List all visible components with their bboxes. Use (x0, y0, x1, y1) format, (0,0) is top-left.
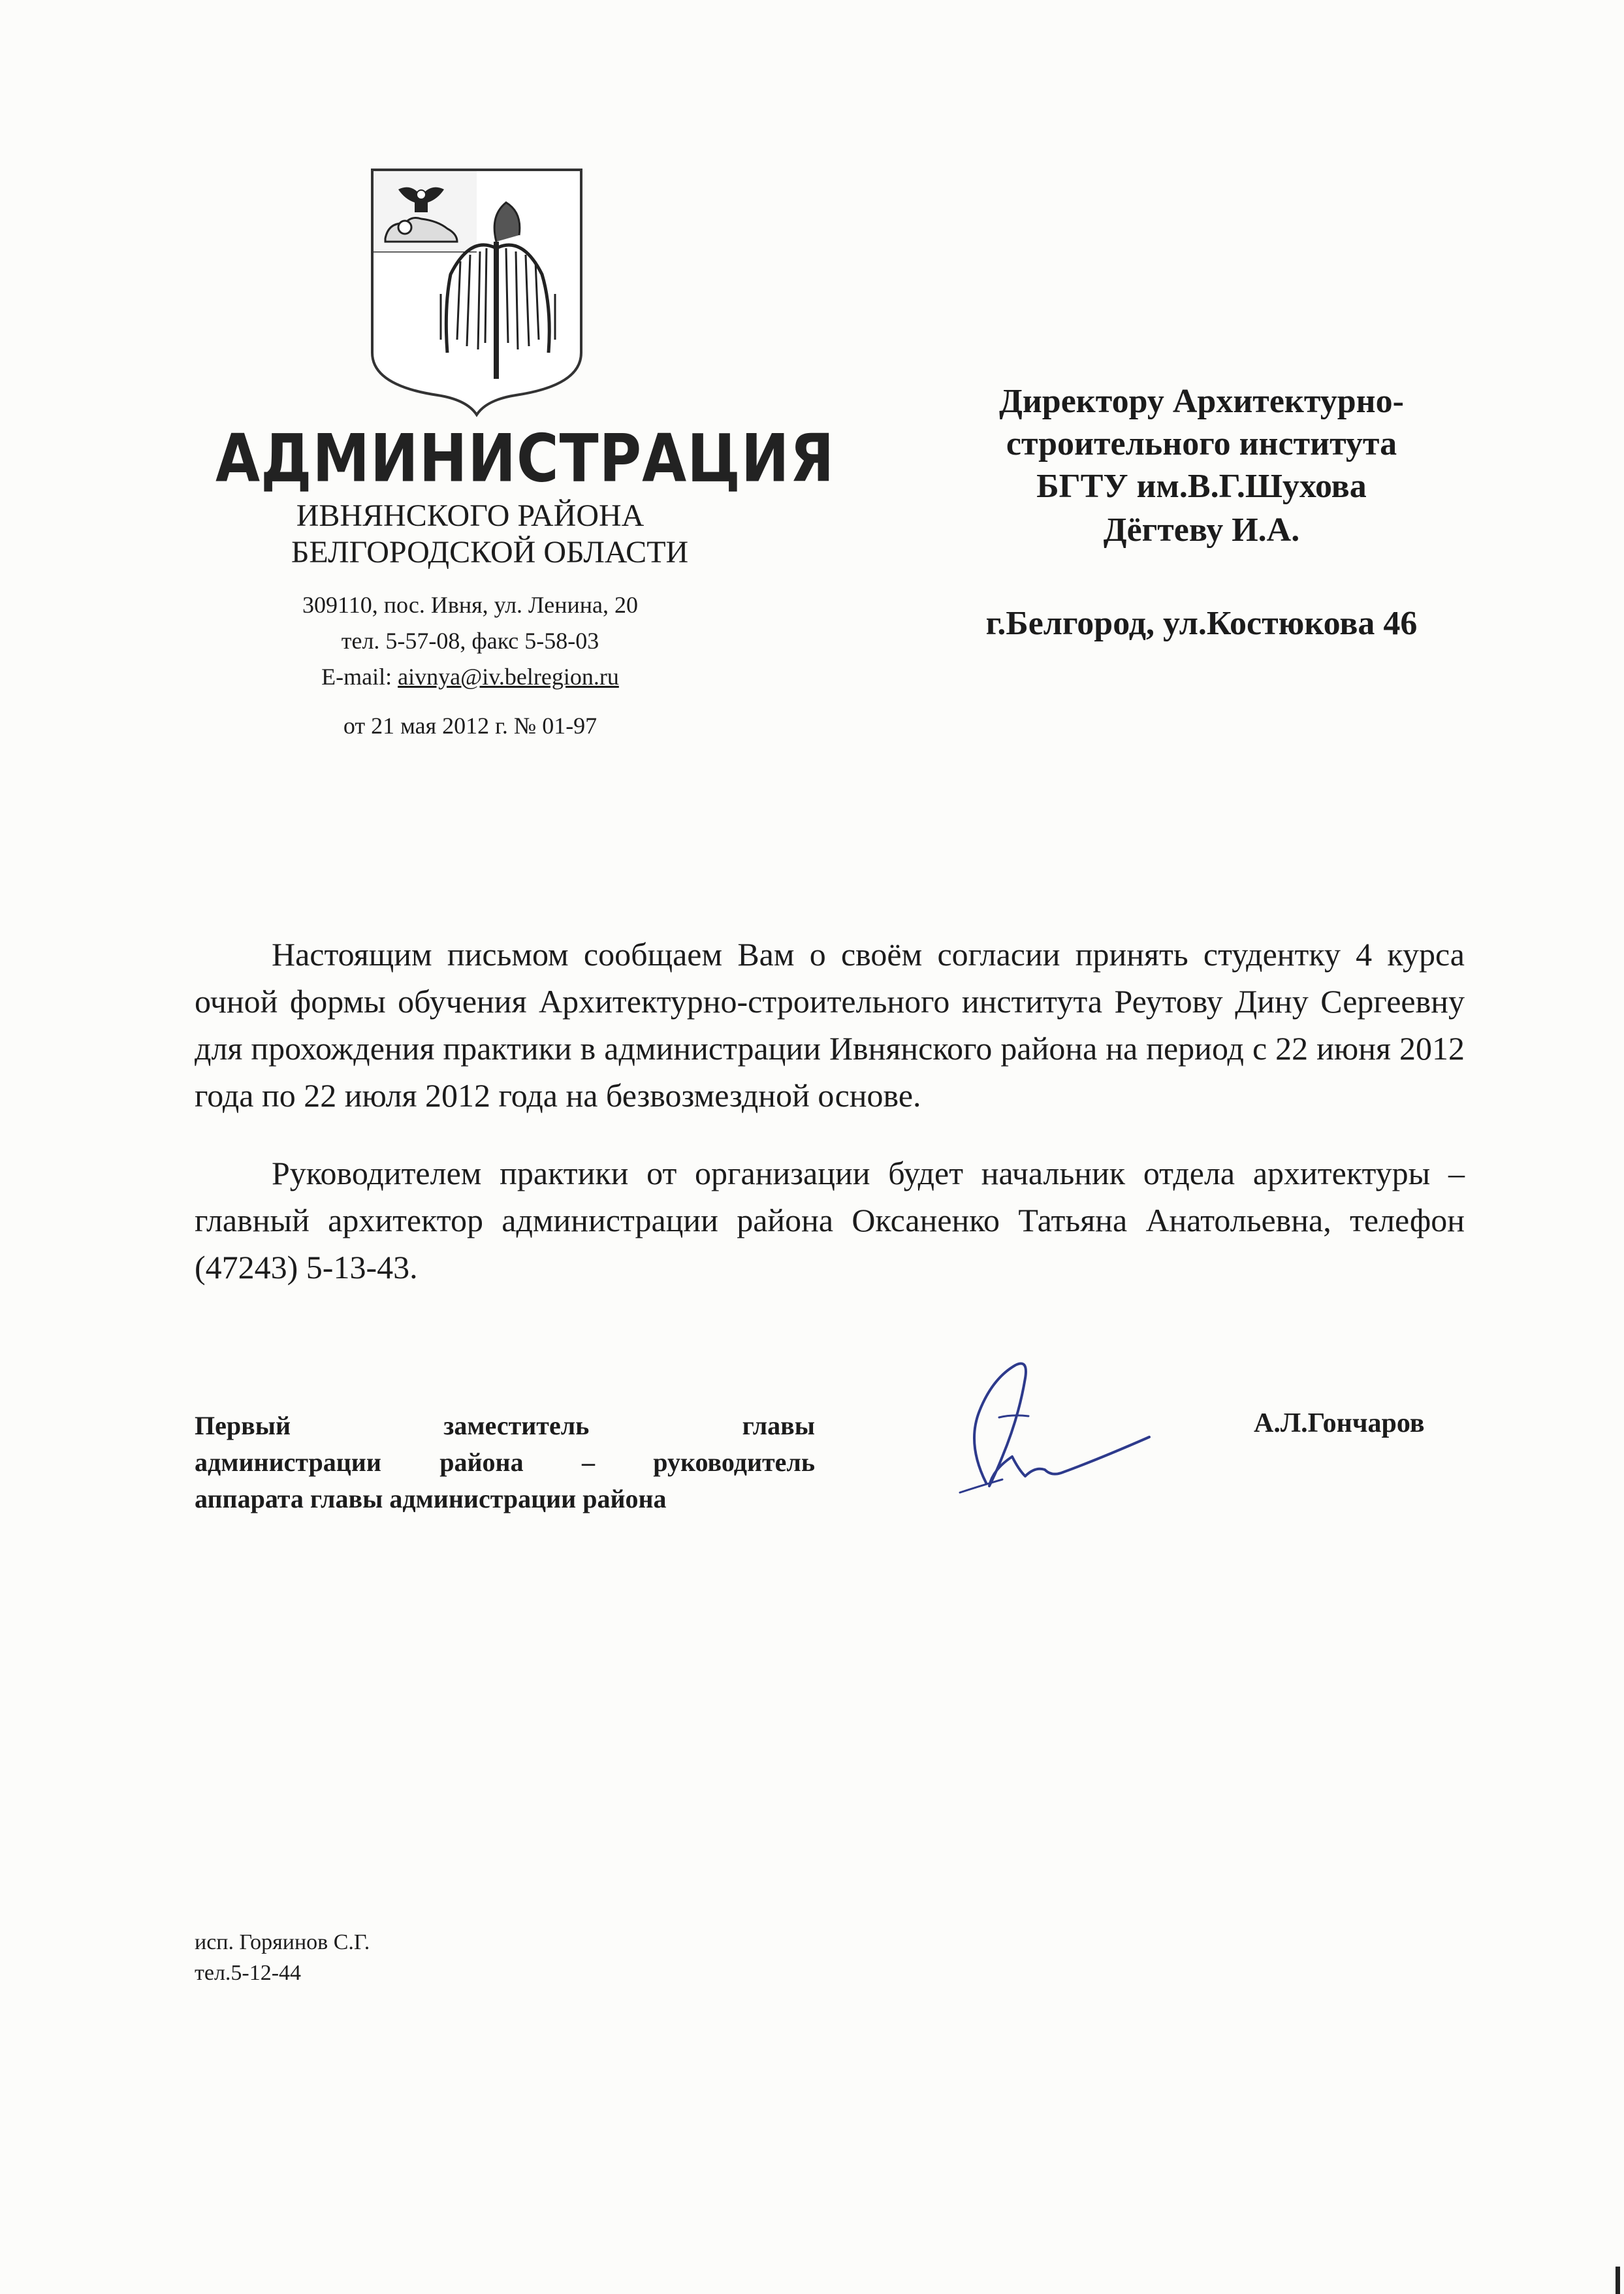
recipient-line-3: БГТУ им.В.Г.Шухова (1036, 468, 1367, 505)
signatory-position (195, 1408, 815, 1517)
executor-phone: тел.5-12-44 (195, 1961, 302, 1985)
org-email (196, 663, 744, 690)
email-label: E-mail: (321, 664, 398, 690)
org-title: АДМИНИСТРАЦИЯ (215, 419, 835, 497)
recipient-line-1: Директору Архитектурно- (999, 383, 1404, 420)
position-line-2: администрации района – руководитель (195, 1447, 815, 1477)
recipient-line-2: строительного института (1006, 425, 1397, 462)
position-line-1: Первый заместитель главы (195, 1411, 815, 1440)
org-subtitle-district: ИВНЯНСКОГО РАЙОНА (296, 498, 645, 533)
letter-reference: от 21 мая 2012 г. № 01-97 (343, 713, 597, 739)
executor-name: исп. Горяинов С.Г. (195, 1930, 370, 1954)
recipient-name: Дёгтеву И.А. (1103, 511, 1300, 549)
paragraph-2-text: Руководителем практики от организации будет начальник отдела архитектуры – главный архитектор администрации района Оксаненко Татьяна Анатольевна, телефон (47243) 5-13-43. (195, 1155, 1465, 1285)
coat-of-arms-icon (366, 163, 588, 418)
email-link[interactable]: aivnya@iv.belregion.ru (398, 664, 619, 690)
letter-body-paragraph-1 (195, 931, 1465, 1119)
scan-edge-mark (1616, 2267, 1620, 2294)
handwritten-signature-icon (940, 1339, 1162, 1509)
paragraph-1-text: Настоящим письмом сообщаем Вам о своём согласии принять студентку 4 курса очной формы обучения Архитектурно-строительного института Реутову Дину Сергеевну для прохождения практики в администрации Ивнянского района на период с 22 июня 2012 года по 22 июля 2012 года на безвозмездной основе. (195, 936, 1465, 1114)
signatory-name: А.Л.Гончаров (1254, 1408, 1425, 1438)
org-address: 309110, пос. Ивня, ул. Ленина, 20 (302, 592, 638, 618)
recipient-address: г.Белгород, ул.Костюкова 46 (985, 605, 1418, 642)
position-line-3: аппарата главы администрации района (195, 1484, 667, 1513)
org-phone: тел. 5-57-08, факс 5-58-03 (341, 628, 599, 654)
letter-body-paragraph-2 (195, 1150, 1465, 1291)
org-subtitle-region: БЕЛГОРОДСКОЙ ОБЛАСТИ (291, 535, 689, 570)
